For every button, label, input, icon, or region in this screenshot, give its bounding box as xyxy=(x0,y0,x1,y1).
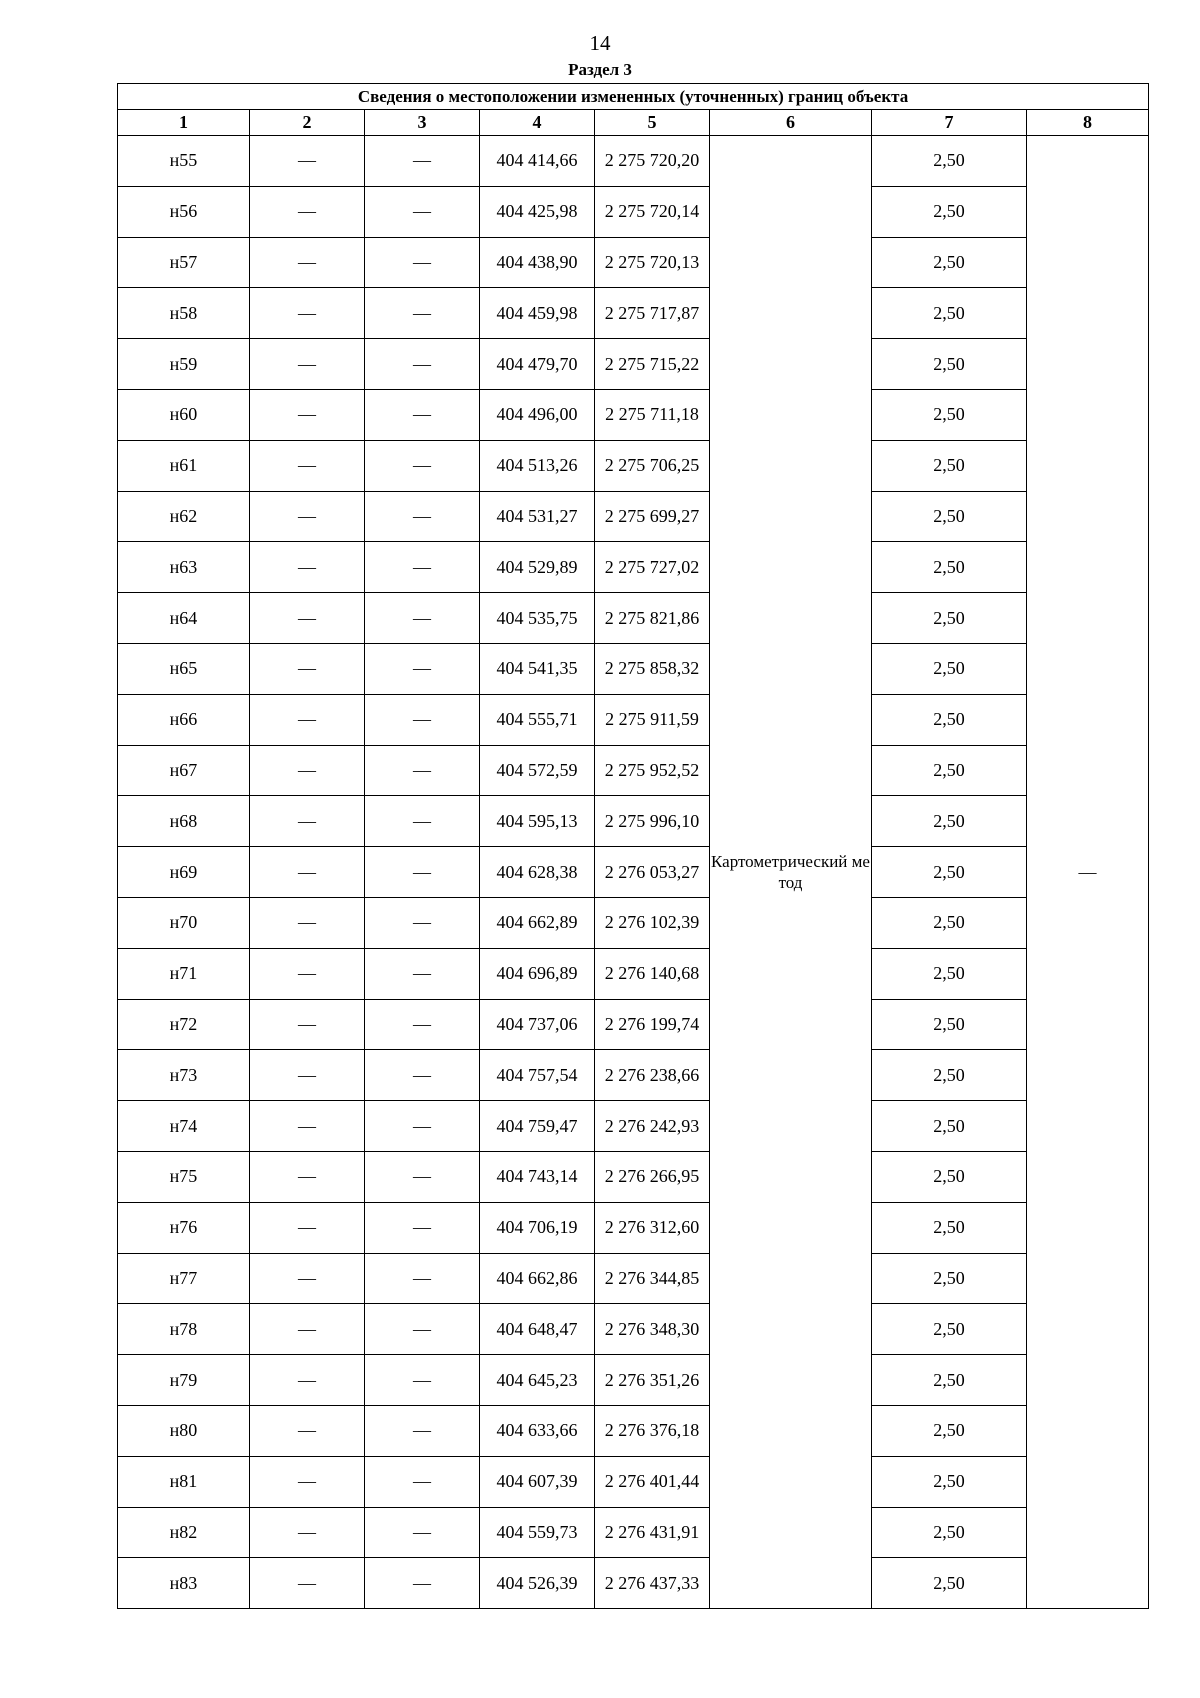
col3-cell: — xyxy=(365,999,480,1050)
col2-cell: — xyxy=(250,1050,365,1101)
col2-cell: — xyxy=(250,542,365,593)
col3-cell: — xyxy=(365,339,480,390)
col2-cell: — xyxy=(250,847,365,898)
y-coordinate-cell: 2 275 706,25 xyxy=(595,440,710,491)
y-coordinate-cell: 2 275 711,18 xyxy=(595,389,710,440)
table-row xyxy=(118,440,1149,491)
col2-cell: — xyxy=(250,999,365,1050)
column-number-8: 8 xyxy=(1027,110,1149,136)
x-coordinate-cell: 404 559,73 xyxy=(480,1507,595,1558)
table-row xyxy=(118,694,1149,745)
col3-cell: — xyxy=(365,643,480,694)
column-number-1: 1 xyxy=(118,110,250,136)
col2-cell: — xyxy=(250,1304,365,1355)
x-coordinate-cell: 404 535,75 xyxy=(480,593,595,644)
x-coordinate-cell: 404 555,71 xyxy=(480,694,595,745)
table-row xyxy=(118,288,1149,339)
point-id-cell: н80 xyxy=(118,1405,250,1456)
col3-cell: — xyxy=(365,288,480,339)
accuracy-cell: 2,50 xyxy=(872,389,1027,440)
col2-cell: — xyxy=(250,745,365,796)
table-row xyxy=(118,1507,1149,1558)
table-row xyxy=(118,491,1149,542)
point-id-cell: н60 xyxy=(118,389,250,440)
x-coordinate-cell: 404 607,39 xyxy=(480,1456,595,1507)
col3-cell: — xyxy=(365,745,480,796)
accuracy-cell: 2,50 xyxy=(872,1101,1027,1152)
table-row xyxy=(118,1355,1149,1406)
accuracy-cell: 2,50 xyxy=(872,1202,1027,1253)
accuracy-cell: 2,50 xyxy=(872,796,1027,847)
point-id-cell: н69 xyxy=(118,847,250,898)
point-id-cell: н78 xyxy=(118,1304,250,1355)
col2-cell: — xyxy=(250,1253,365,1304)
y-coordinate-cell: 2 276 242,93 xyxy=(595,1101,710,1152)
table-row xyxy=(118,745,1149,796)
col2-cell: — xyxy=(250,593,365,644)
y-coordinate-cell: 2 276 431,91 xyxy=(595,1507,710,1558)
accuracy-cell: 2,50 xyxy=(872,136,1027,187)
accuracy-cell: 2,50 xyxy=(872,948,1027,999)
point-id-cell: н66 xyxy=(118,694,250,745)
y-coordinate-cell: 2 275 952,52 xyxy=(595,745,710,796)
accuracy-cell: 2,50 xyxy=(872,1507,1027,1558)
table-row xyxy=(118,186,1149,237)
y-coordinate-cell: 2 275 717,87 xyxy=(595,288,710,339)
column-number-4: 4 xyxy=(480,110,595,136)
table-row xyxy=(118,1558,1149,1609)
table-row xyxy=(118,1151,1149,1202)
table-row xyxy=(118,643,1149,694)
col3-cell: — xyxy=(365,694,480,745)
accuracy-cell: 2,50 xyxy=(872,542,1027,593)
col2-cell: — xyxy=(250,237,365,288)
point-id-cell: н62 xyxy=(118,491,250,542)
y-coordinate-cell: 2 276 437,33 xyxy=(595,1558,710,1609)
accuracy-cell: 2,50 xyxy=(872,1405,1027,1456)
y-coordinate-cell: 2 275 821,86 xyxy=(595,593,710,644)
accuracy-cell: 2,50 xyxy=(872,1151,1027,1202)
y-coordinate-cell: 2 275 727,02 xyxy=(595,542,710,593)
x-coordinate-cell: 404 628,38 xyxy=(480,847,595,898)
y-coordinate-cell: 2 276 401,44 xyxy=(595,1456,710,1507)
table-row xyxy=(118,542,1149,593)
point-id-cell: н64 xyxy=(118,593,250,644)
table-row xyxy=(118,389,1149,440)
col3-cell: — xyxy=(365,491,480,542)
table-row xyxy=(118,1405,1149,1456)
point-id-cell: н82 xyxy=(118,1507,250,1558)
x-coordinate-cell: 404 529,89 xyxy=(480,542,595,593)
col3-cell: — xyxy=(365,1151,480,1202)
col2-cell: — xyxy=(250,1456,365,1507)
point-id-cell: н75 xyxy=(118,1151,250,1202)
table-row xyxy=(118,999,1149,1050)
y-coordinate-cell: 2 276 351,26 xyxy=(595,1355,710,1406)
col2-cell: — xyxy=(250,643,365,694)
point-id-cell: н77 xyxy=(118,1253,250,1304)
x-coordinate-cell: 404 531,27 xyxy=(480,491,595,542)
col2-cell: — xyxy=(250,339,365,390)
section-title: Раздел 3 xyxy=(568,60,632,79)
accuracy-cell: 2,50 xyxy=(872,1558,1027,1609)
col3-cell: — xyxy=(365,136,480,187)
col3-cell: — xyxy=(365,593,480,644)
col3-cell: — xyxy=(365,542,480,593)
col3-cell: — xyxy=(365,1355,480,1406)
x-coordinate-cell: 404 513,26 xyxy=(480,440,595,491)
accuracy-cell: 2,50 xyxy=(872,1304,1027,1355)
y-coordinate-cell: 2 275 911,59 xyxy=(595,694,710,745)
point-id-cell: н72 xyxy=(118,999,250,1050)
y-coordinate-cell: 2 276 140,68 xyxy=(595,948,710,999)
table-row xyxy=(118,948,1149,999)
x-coordinate-cell: 404 633,66 xyxy=(480,1405,595,1456)
point-id-cell: н74 xyxy=(118,1101,250,1152)
y-coordinate-cell: 2 275 996,10 xyxy=(595,796,710,847)
y-coordinate-cell: 2 276 266,95 xyxy=(595,1151,710,1202)
x-coordinate-cell: 404 459,98 xyxy=(480,288,595,339)
col2-cell: — xyxy=(250,1507,365,1558)
col3-cell: — xyxy=(365,1558,480,1609)
point-id-cell: н70 xyxy=(118,897,250,948)
x-coordinate-cell: 404 648,47 xyxy=(480,1304,595,1355)
col3-cell: — xyxy=(365,897,480,948)
point-id-cell: н55 xyxy=(118,136,250,187)
table-row xyxy=(118,897,1149,948)
col3-cell: — xyxy=(365,237,480,288)
point-id-cell: н65 xyxy=(118,643,250,694)
x-coordinate-cell: 404 438,90 xyxy=(480,237,595,288)
point-id-cell: н67 xyxy=(118,745,250,796)
y-coordinate-cell: 2 275 715,22 xyxy=(595,339,710,390)
table-row xyxy=(118,847,1149,898)
y-coordinate-cell: 2 275 720,20 xyxy=(595,136,710,187)
accuracy-cell: 2,50 xyxy=(872,440,1027,491)
table-row xyxy=(118,136,1149,187)
accuracy-cell: 2,50 xyxy=(872,999,1027,1050)
accuracy-cell: 2,50 xyxy=(872,643,1027,694)
accuracy-cell: 2,50 xyxy=(872,745,1027,796)
accuracy-cell: 2,50 xyxy=(872,694,1027,745)
column-number-6: 6 xyxy=(710,110,872,136)
point-id-cell: н61 xyxy=(118,440,250,491)
col2-cell: — xyxy=(250,186,365,237)
col2-cell: — xyxy=(250,1151,365,1202)
col2-cell: — xyxy=(250,796,365,847)
y-coordinate-cell: 2 276 348,30 xyxy=(595,1304,710,1355)
accuracy-cell: 2,50 xyxy=(872,897,1027,948)
x-coordinate-cell: 404 496,00 xyxy=(480,389,595,440)
col3-cell: — xyxy=(365,796,480,847)
col3-cell: — xyxy=(365,1101,480,1152)
col3-cell: — xyxy=(365,948,480,999)
accuracy-cell: 2,50 xyxy=(872,288,1027,339)
col8-cell: — xyxy=(1027,136,1149,1609)
x-coordinate-cell: 404 526,39 xyxy=(480,1558,595,1609)
table-row xyxy=(118,1253,1149,1304)
point-id-cell: н58 xyxy=(118,288,250,339)
column-number-5: 5 xyxy=(595,110,710,136)
column-number-row xyxy=(118,110,1149,136)
col2-cell: — xyxy=(250,1405,365,1456)
table-row xyxy=(118,1202,1149,1253)
point-id-cell: н57 xyxy=(118,237,250,288)
x-coordinate-cell: 404 759,47 xyxy=(480,1101,595,1152)
col2-cell: — xyxy=(250,288,365,339)
x-coordinate-cell: 404 425,98 xyxy=(480,186,595,237)
col3-cell: — xyxy=(365,440,480,491)
table-row xyxy=(118,1456,1149,1507)
point-id-cell: н81 xyxy=(118,1456,250,1507)
col3-cell: — xyxy=(365,389,480,440)
y-coordinate-cell: 2 275 699,27 xyxy=(595,491,710,542)
col3-cell: — xyxy=(365,847,480,898)
col2-cell: — xyxy=(250,694,365,745)
col2-cell: — xyxy=(250,897,365,948)
col2-cell: — xyxy=(250,1558,365,1609)
x-coordinate-cell: 404 541,35 xyxy=(480,643,595,694)
table-row xyxy=(118,339,1149,390)
col3-cell: — xyxy=(365,1202,480,1253)
accuracy-cell: 2,50 xyxy=(872,339,1027,390)
col2-cell: — xyxy=(250,440,365,491)
col2-cell: — xyxy=(250,1101,365,1152)
x-coordinate-cell: 404 662,86 xyxy=(480,1253,595,1304)
accuracy-cell: 2,50 xyxy=(872,1355,1027,1406)
table-row xyxy=(118,796,1149,847)
accuracy-cell: 2,50 xyxy=(872,1050,1027,1101)
x-coordinate-cell: 404 572,59 xyxy=(480,745,595,796)
y-coordinate-cell: 2 276 376,18 xyxy=(595,1405,710,1456)
x-coordinate-cell: 404 662,89 xyxy=(480,897,595,948)
x-coordinate-cell: 404 479,70 xyxy=(480,339,595,390)
point-id-cell: н59 xyxy=(118,339,250,390)
y-coordinate-cell: 2 276 053,27 xyxy=(595,847,710,898)
y-coordinate-cell: 2 275 720,13 xyxy=(595,237,710,288)
table-row xyxy=(118,237,1149,288)
accuracy-cell: 2,50 xyxy=(872,593,1027,644)
column-number-2: 2 xyxy=(250,110,365,136)
point-id-cell: н83 xyxy=(118,1558,250,1609)
point-id-cell: н76 xyxy=(118,1202,250,1253)
y-coordinate-cell: 2 276 238,66 xyxy=(595,1050,710,1101)
point-id-cell: н63 xyxy=(118,542,250,593)
x-coordinate-cell: 404 743,14 xyxy=(480,1151,595,1202)
x-coordinate-cell: 404 696,89 xyxy=(480,948,595,999)
x-coordinate-cell: 404 414,66 xyxy=(480,136,595,187)
col2-cell: — xyxy=(250,389,365,440)
accuracy-cell: 2,50 xyxy=(872,186,1027,237)
col2-cell: — xyxy=(250,948,365,999)
col2-cell: — xyxy=(250,1355,365,1406)
y-coordinate-cell: 2 276 312,60 xyxy=(595,1202,710,1253)
col3-cell: — xyxy=(365,1050,480,1101)
point-id-cell: н56 xyxy=(118,186,250,237)
column-number-3: 3 xyxy=(365,110,480,136)
table-row xyxy=(118,1101,1149,1152)
col3-cell: — xyxy=(365,186,480,237)
x-coordinate-cell: 404 706,19 xyxy=(480,1202,595,1253)
accuracy-cell: 2,50 xyxy=(872,1253,1027,1304)
col3-cell: — xyxy=(365,1304,480,1355)
col3-cell: — xyxy=(365,1253,480,1304)
col3-cell: — xyxy=(365,1507,480,1558)
y-coordinate-cell: 2 275 720,14 xyxy=(595,186,710,237)
x-coordinate-cell: 404 595,13 xyxy=(480,796,595,847)
accuracy-cell: 2,50 xyxy=(872,491,1027,542)
accuracy-cell: 2,50 xyxy=(872,847,1027,898)
y-coordinate-cell: 2 276 199,74 xyxy=(595,999,710,1050)
point-id-cell: н73 xyxy=(118,1050,250,1101)
table-row xyxy=(118,1050,1149,1101)
page-number: 14 xyxy=(589,31,611,55)
y-coordinate-cell: 2 276 344,85 xyxy=(595,1253,710,1304)
y-coordinate-cell: 2 275 858,32 xyxy=(595,643,710,694)
point-id-cell: н71 xyxy=(118,948,250,999)
column-number-7: 7 xyxy=(872,110,1027,136)
col2-cell: — xyxy=(250,136,365,187)
point-id-cell: н68 xyxy=(118,796,250,847)
table-row xyxy=(118,1304,1149,1355)
accuracy-cell: 2,50 xyxy=(872,1456,1027,1507)
boundary-coordinates-table xyxy=(117,83,1149,1609)
table-body xyxy=(118,136,1149,1609)
table-row xyxy=(118,593,1149,644)
table-title: Сведения о местоположении измененных (уточненных) границ объекта xyxy=(118,84,1149,110)
col2-cell: — xyxy=(250,491,365,542)
method-cell: Картометрический метод xyxy=(710,136,872,1609)
col3-cell: — xyxy=(365,1456,480,1507)
col3-cell: — xyxy=(365,1405,480,1456)
accuracy-cell: 2,50 xyxy=(872,237,1027,288)
x-coordinate-cell: 404 645,23 xyxy=(480,1355,595,1406)
x-coordinate-cell: 404 737,06 xyxy=(480,999,595,1050)
x-coordinate-cell: 404 757,54 xyxy=(480,1050,595,1101)
point-id-cell: н79 xyxy=(118,1355,250,1406)
y-coordinate-cell: 2 276 102,39 xyxy=(595,897,710,948)
col2-cell: — xyxy=(250,1202,365,1253)
